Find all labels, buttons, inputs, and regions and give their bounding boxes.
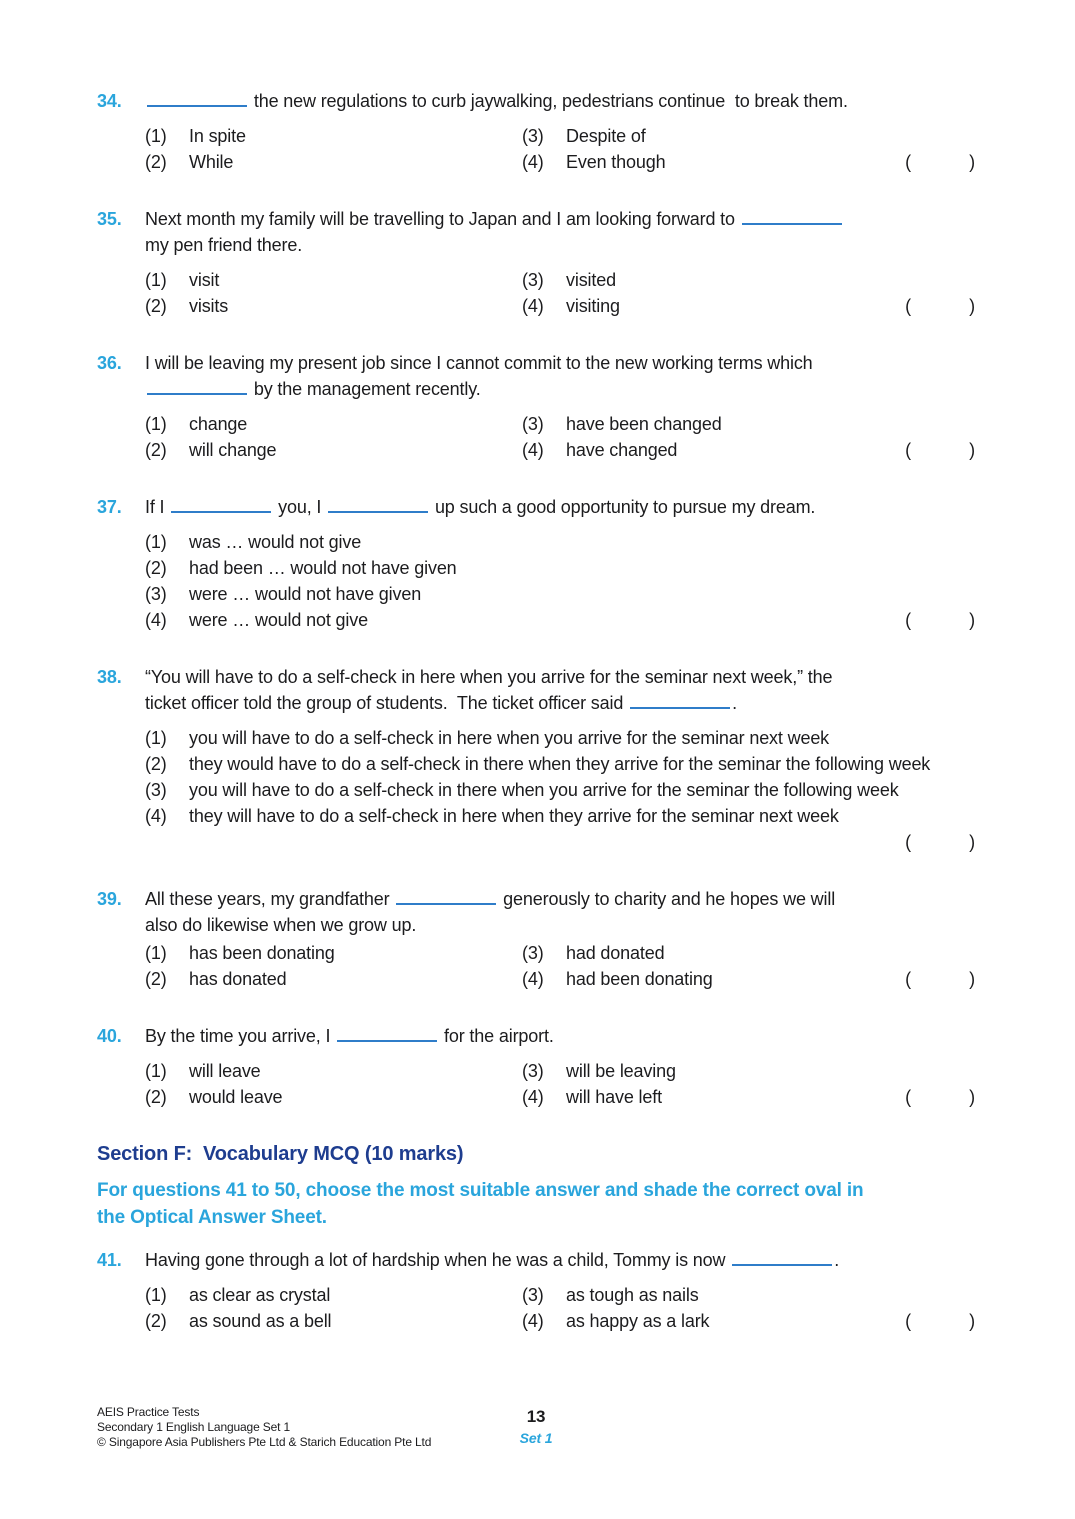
option-label: visits [189, 296, 229, 316]
question-body [145, 88, 975, 175]
answer-blank [742, 212, 842, 225]
options-list [145, 1282, 975, 1334]
option-number: (4) [522, 152, 544, 172]
options-list [145, 267, 975, 319]
option-number: (3) [522, 414, 544, 434]
question-body [145, 350, 975, 463]
question-body [145, 206, 975, 319]
question-text: also do likewise when we grow up. [145, 915, 417, 935]
option-number: (4) [522, 440, 544, 460]
page-number: 13 [526, 1407, 546, 1426]
option-number: (4) [145, 610, 167, 630]
answer-bracket: ( ) [905, 152, 975, 172]
options-list [145, 123, 975, 175]
option-label: had been donating [566, 969, 713, 989]
question-34 [97, 88, 975, 175]
option-number: (2) [145, 754, 167, 774]
option-label: In spite [189, 126, 246, 146]
question-text: By the time you arrive, I for the airport. [145, 1026, 554, 1046]
option-number: (2) [145, 152, 167, 172]
answer-blank [171, 500, 271, 513]
answer-bracket: ( ) [905, 832, 975, 852]
answer-blank [396, 892, 496, 905]
option-number: (3) [522, 270, 544, 290]
footer-line: Secondary 1 English Language Set 1 [97, 1420, 291, 1434]
option-label: had been … would not have given [189, 558, 457, 578]
option-row [145, 829, 975, 855]
option-number: (4) [522, 969, 544, 989]
answer-blank [147, 382, 247, 395]
question-number: 38. [97, 667, 122, 687]
option-row [145, 529, 975, 555]
option-label: as happy as a lark [566, 1311, 710, 1331]
option-row [145, 607, 975, 633]
question-body [145, 1023, 975, 1110]
option-label: While [189, 152, 234, 172]
option-label: has donated [189, 969, 287, 989]
question-text: my pen friend there. [145, 235, 303, 255]
option-row [145, 581, 975, 607]
question-35 [97, 206, 975, 319]
page-footer [97, 1405, 975, 1450]
option-number: (3) [522, 1061, 544, 1081]
question-number: 40. [97, 1026, 122, 1046]
question-number: 34. [97, 91, 122, 111]
option-number: (2) [145, 558, 167, 578]
section-title: Section F: Vocabulary MCQ (10 marks) [97, 1143, 464, 1165]
option-label: they would have to do a self-check in there when they arrive for the seminar the following week [189, 754, 931, 774]
answer-bracket: ( ) [905, 969, 975, 989]
option-label: would leave [189, 1087, 283, 1107]
option-row [145, 149, 975, 175]
option-number: (3) [145, 780, 167, 800]
option-number: (2) [145, 969, 167, 989]
question-text: ticket officer told the group of students. The ticket officer said . [145, 693, 737, 713]
question-text: Having gone through a lot of hardship when he was a child, Tommy is now . [145, 1250, 840, 1270]
option-row [145, 267, 975, 293]
question-number: 36. [97, 353, 122, 373]
question-41 [97, 1247, 975, 1334]
option-number: (2) [145, 440, 167, 460]
option-row [145, 411, 975, 437]
question-body [145, 1247, 975, 1334]
answer-bracket: ( ) [905, 1311, 975, 1331]
option-row [145, 437, 975, 463]
option-number: (4) [522, 296, 544, 316]
answer-blank [630, 696, 730, 709]
question-text: the new regulations to curb jaywalking, pedestrians continue to break them. [145, 88, 975, 114]
option-number: (2) [145, 1311, 167, 1331]
options-list [145, 411, 975, 463]
option-number: (1) [145, 270, 167, 290]
option-label: have changed [566, 440, 678, 460]
set-label: Set 1 [519, 1430, 553, 1446]
option-number: (3) [522, 943, 544, 963]
answer-bracket: ( ) [905, 1087, 975, 1107]
question-number: 35. [97, 209, 122, 229]
option-label: were … would not give [189, 610, 368, 630]
option-number: (1) [145, 728, 167, 748]
options-list [145, 529, 975, 633]
option-label: visited [566, 270, 616, 290]
option-label: was … would not give [189, 532, 362, 552]
option-row [145, 1084, 975, 1110]
option-row [145, 1282, 975, 1308]
option-row [145, 803, 975, 829]
option-number: (4) [522, 1311, 544, 1331]
question-37 [97, 494, 975, 633]
options-list [145, 1058, 975, 1110]
option-number: (1) [145, 532, 167, 552]
option-label: has been donating [189, 943, 335, 963]
question-body [145, 494, 975, 633]
answer-blank [732, 1253, 832, 1266]
question-38 [97, 664, 975, 855]
question-body [145, 664, 975, 855]
option-row [145, 966, 975, 992]
answer-blank [147, 94, 247, 107]
option-number: (4) [522, 1087, 544, 1107]
option-row [145, 777, 975, 803]
option-row [145, 725, 975, 751]
option-label: had donated [566, 943, 665, 963]
option-number: (1) [145, 1285, 167, 1305]
option-row [145, 555, 975, 581]
option-number: (3) [522, 126, 544, 146]
question-text: by the management recently. [145, 376, 975, 402]
option-label: were … would not have given [189, 584, 422, 604]
question-body [145, 886, 975, 992]
answer-bracket: ( ) [905, 296, 975, 316]
option-number: (2) [145, 296, 167, 316]
question-number: 41. [97, 1250, 122, 1270]
option-row [145, 940, 975, 966]
option-label: you will have to do a self-check in here when you arrive for the seminar next week [189, 728, 830, 748]
option-label: will leave [189, 1061, 261, 1081]
footer-line: © Singapore Asia Publishers Pte Ltd & Starich Education Pte Ltd [97, 1435, 432, 1449]
option-label: Despite of [566, 126, 646, 146]
section-instructions-line: the Optical Answer Sheet. [97, 1207, 327, 1228]
option-label: visiting [566, 296, 620, 316]
option-label: they will have to do a self-check in here when they arrive for the seminar next week [189, 806, 839, 826]
option-label: as sound as a bell [189, 1311, 332, 1331]
options-list [145, 725, 975, 855]
answer-blank [337, 1029, 437, 1042]
option-number: (3) [145, 584, 167, 604]
option-label: as clear as crystal [189, 1285, 331, 1305]
question-40 [97, 1023, 975, 1110]
option-row [145, 1058, 975, 1084]
answer-blank [328, 500, 428, 513]
question-text: Next month my family will be travelling to Japan and I am looking forward to [145, 206, 975, 232]
options-list [145, 940, 975, 992]
option-number: (1) [145, 943, 167, 963]
question-number: 37. [97, 497, 122, 517]
option-label: will have left [566, 1087, 662, 1107]
footer-line: AEIS Practice Tests [97, 1405, 200, 1419]
option-label: visit [189, 270, 220, 290]
option-number: (2) [145, 1087, 167, 1107]
option-label: as tough as nails [566, 1285, 699, 1305]
question-text: If I you, I up such a good opportunity to pursue my dream. [145, 497, 816, 517]
option-number: (4) [145, 806, 167, 826]
question-text: All these years, my grandfather generously to charity and he hopes we will [145, 889, 836, 909]
option-label: will be leaving [566, 1061, 676, 1081]
option-label: will change [189, 440, 277, 460]
question-39 [97, 886, 975, 992]
answer-bracket: ( ) [905, 440, 975, 460]
section-f [97, 1141, 975, 1231]
question-text: “You will have to do a self-check in here when you arrive for the seminar next week,” the [145, 667, 833, 687]
option-number: (1) [145, 126, 167, 146]
option-number: (1) [145, 414, 167, 434]
option-row [145, 123, 975, 149]
option-label: you will have to do a self-check in there when you arrive for the seminar the following week [189, 780, 899, 800]
option-label: Even though [566, 152, 666, 172]
footer-center [97, 1407, 975, 1447]
option-label: change [189, 414, 248, 434]
answer-bracket: ( ) [905, 610, 975, 630]
section-instructions-line: For questions 41 to 50, choose the most suitable answer and shade the correct oval in [97, 1180, 864, 1201]
question-36 [97, 350, 975, 463]
option-row [145, 293, 975, 319]
question-number: 39. [97, 889, 122, 909]
option-row [145, 1308, 975, 1334]
option-label: have been changed [566, 414, 722, 434]
option-number: (1) [145, 1061, 167, 1081]
question-text: I will be leaving my present job since I cannot commit to the new working terms which [145, 353, 813, 373]
option-row [145, 751, 975, 777]
option-number: (3) [522, 1285, 544, 1305]
